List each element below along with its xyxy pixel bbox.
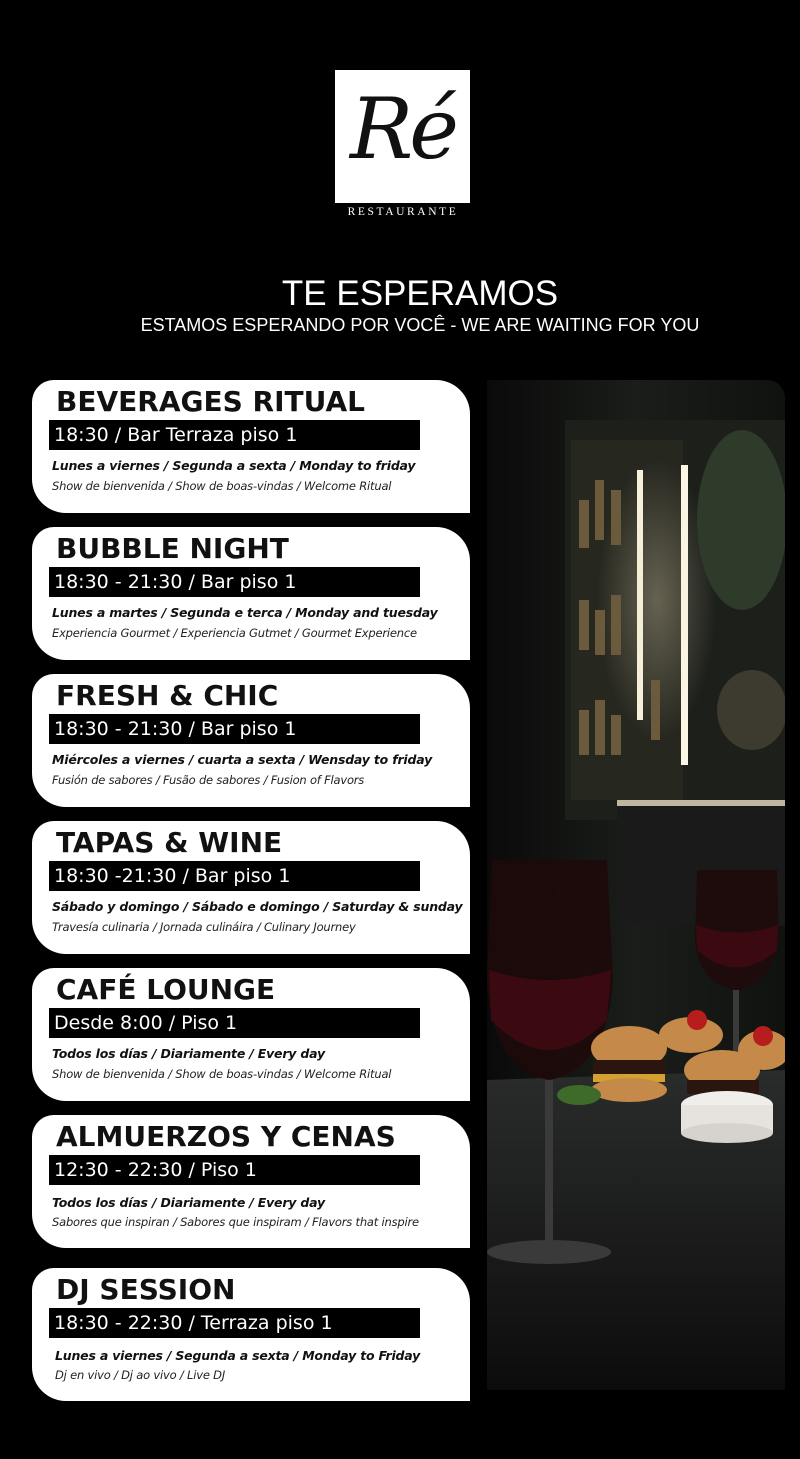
event-description: Show de bienvenida / Show de boas-vindas / Welcome Ritual bbox=[52, 1067, 392, 1081]
event-days: Lunes a viernes / Segunda a sexta / Monday to Friday bbox=[55, 1348, 421, 1363]
event-days: Todos los días / Diariamente / Every day bbox=[52, 1046, 325, 1061]
event-card-tapas-wine bbox=[32, 821, 470, 954]
event-card-beverages-ritual bbox=[32, 380, 470, 513]
event-time: 18:30 - 21:30 / Bar piso 1 bbox=[49, 567, 420, 597]
event-description: Show de bienvenida / Show de boas-vindas / Welcome Ritual bbox=[52, 479, 392, 493]
restaurant-photo bbox=[487, 380, 785, 1390]
event-title: FRESH & CHIC bbox=[56, 679, 279, 712]
event-card-bubble-night bbox=[32, 527, 470, 660]
event-title: DJ SESSION bbox=[56, 1273, 236, 1306]
restaurant-photo-illustration bbox=[487, 380, 785, 1390]
logo-mark: Ré bbox=[350, 80, 455, 178]
event-time: Desde 8:00 / Piso 1 bbox=[49, 1008, 420, 1038]
event-description: Dj en vivo / Dj ao vivo / Live DJ bbox=[55, 1368, 226, 1382]
event-card-dj-session bbox=[32, 1268, 470, 1401]
event-description: Fusión de sabores / Fusão de sabores / Fusion of Flavors bbox=[52, 773, 365, 787]
event-title: CAFÉ LOUNGE bbox=[56, 973, 276, 1006]
event-time: 12:30 - 22:30 / Piso 1 bbox=[49, 1155, 420, 1185]
event-title: BEVERAGES RITUAL bbox=[56, 385, 365, 418]
event-time: 18:30 -21:30 / Bar piso 1 bbox=[49, 861, 420, 891]
event-title: TAPAS & WINE bbox=[56, 826, 283, 859]
event-title: ALMUERZOS Y CENAS bbox=[56, 1120, 396, 1153]
event-time: 18:30 / Bar Terraza piso 1 bbox=[49, 420, 420, 450]
event-days: Lunes a viernes / Segunda a sexta / Monday to friday bbox=[52, 458, 416, 473]
event-days: Sábado y domingo / Sábado e domingo / Saturday & sunday bbox=[52, 899, 463, 914]
event-title: BUBBLE NIGHT bbox=[56, 532, 289, 565]
event-time: 18:30 - 22:30 / Terraza piso 1 bbox=[49, 1308, 420, 1338]
logo-subtitle: RESTAURANTE bbox=[347, 206, 459, 218]
event-days: Todos los días / Diariamente / Every day bbox=[52, 1195, 325, 1210]
event-description: Experiencia Gourmet / Experiencia Gutmet / Gourmet Experience bbox=[52, 626, 417, 640]
hero-title: TE ESPERAMOS bbox=[281, 274, 559, 313]
event-days: Miércoles a viernes / cuarta a sexta / Wensday to friday bbox=[52, 752, 433, 767]
hero-subtitle: ESTAMOS ESPERANDO POR VOCÊ - WE ARE WAITING FOR YOU bbox=[140, 315, 700, 335]
event-description: Travesía culinaria / Jornada culináira / Culinary Journey bbox=[52, 920, 356, 934]
restaurant-logo bbox=[335, 70, 470, 203]
event-card-cafe-lounge bbox=[32, 968, 470, 1101]
event-card-almuerzos-cenas bbox=[32, 1115, 470, 1248]
event-description: Sabores que inspiran / Sabores que inspiram / Flavors that inspire bbox=[52, 1215, 419, 1229]
event-card-fresh-chic bbox=[32, 674, 470, 807]
event-days: Lunes a martes / Segunda e terca / Monday and tuesday bbox=[52, 605, 438, 620]
event-time: 18:30 - 21:30 / Bar piso 1 bbox=[49, 714, 420, 744]
